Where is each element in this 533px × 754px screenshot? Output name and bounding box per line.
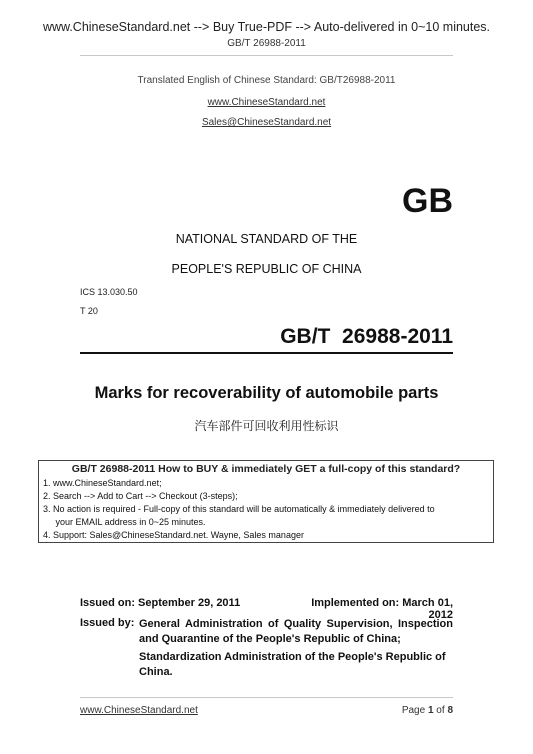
header-divider — [80, 55, 453, 56]
document-title-en: Marks for recoverability of automobile parts — [94, 384, 439, 402]
buy-step-1: 1. www.ChineseStandard.net; — [43, 478, 162, 488]
buy-box-title: GB/T 26988-2011 How to BUY & immediately GET a full-copy of this standard? — [71, 463, 461, 475]
issued-on: Issued on: September 29, 2011 — [80, 597, 241, 609]
issued-by-aqsiq: General Administration of Quality Supervision, Inspection and Quarantine of the People's Republic of China; — [139, 618, 453, 645]
standard-number: GB/T 26988-2011 — [280, 325, 453, 348]
email-link[interactable] — [0, 117, 533, 128]
email-link-text[interactable]: Sales@ChineseStandard.net — [201, 117, 332, 128]
website-link[interactable] — [0, 97, 533, 108]
national-standard-line1: NATIONAL STANDARD OF THE — [175, 232, 358, 246]
gb-mark: GB — [402, 182, 453, 220]
page-label: Page — [401, 705, 428, 716]
translated-note: Translated English of Chinese Standard: GB/T26988-2011 — [137, 75, 396, 86]
buy-step-2: 2. Search --> Add to Cart --> Checkout (3-steps); — [43, 491, 238, 501]
buy-instructions-box — [38, 460, 494, 543]
t-code: T 20 — [80, 306, 98, 316]
footer-website-link[interactable]: www.ChineseStandard.net — [80, 705, 198, 716]
page-indicator — [340, 705, 453, 716]
header-banner: www.ChineseStandard.net --> Buy True-PDF --> Auto-delivered in 0~10 minutes. — [42, 20, 491, 34]
buy-step-3: 3. No action is required - Full-copy of this standard will be automatically & immediately delivered to — [43, 504, 435, 514]
issued-by-sac: Standardization Administration of the People's Republic of China. — [139, 651, 446, 678]
page-total: 8 — [447, 705, 453, 716]
document-title-cn: 汽车部件可回收利用性标识 — [194, 419, 339, 433]
page-current: 1 — [427, 705, 434, 716]
website-link-text[interactable]: www.ChineseStandard.net — [207, 97, 326, 108]
page-of: of — [433, 705, 448, 716]
ics-code: ICS 13.030.50 — [80, 287, 138, 297]
footer-divider — [80, 697, 453, 698]
issued-by-label: Issued by: — [80, 617, 135, 629]
standard-number-rule — [80, 352, 453, 354]
header-standard-code: GB/T 26988-2011 — [227, 38, 306, 49]
implemented-on: Implemented on: March 01, 2012 — [311, 597, 453, 621]
national-standard-line2: PEOPLE'S REPUBLIC OF CHINA — [171, 262, 362, 276]
buy-step-4: 4. Support: Sales@ChineseStandard.net. Wayne, Sales manager — [43, 530, 304, 540]
buy-step-3-cont: your EMAIL address in 0~25 minutes. — [43, 517, 206, 527]
